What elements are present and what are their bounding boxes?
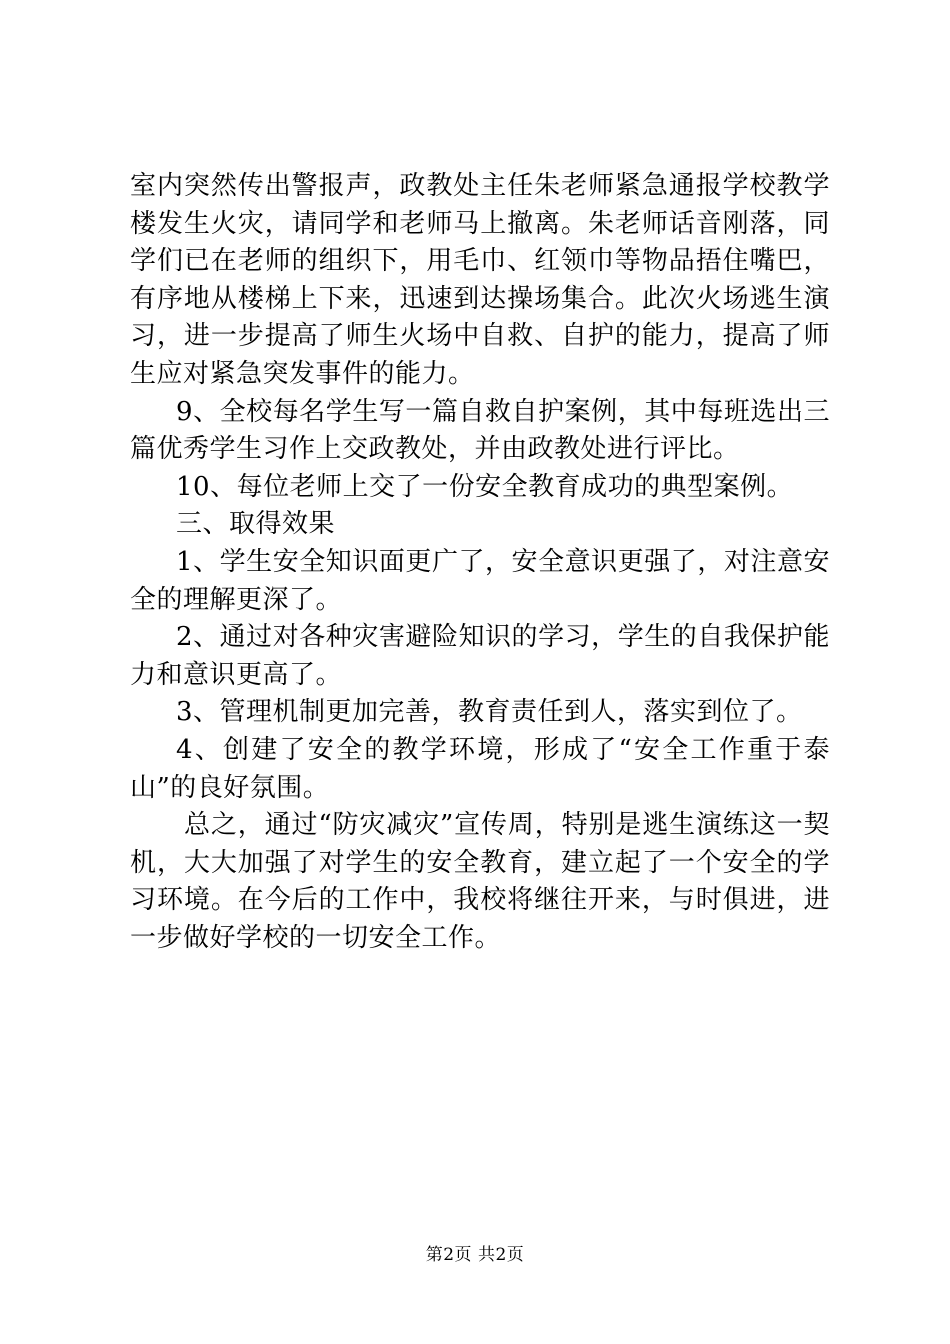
- paragraph-result-1: 1、学生安全知识面更广了，安全意识更强了，对注意安全的理解更深了。: [130, 546, 830, 615]
- section-heading-results: 三、取得效果: [176, 509, 336, 540]
- paragraph-conclusion: 总之，通过“防灾减灾”宣传周，特别是逃生演练这一契机，大大加强了对学生的安全教育，建立起了一个安全的学习环境。在今后的工作中，我校将继往开来，与时俱进，进一步做好学校的一切安全工作。: [130, 810, 830, 953]
- paragraph-result-3: 3、管理机制更加完善，教育责任到人，落实到位了。: [176, 697, 803, 728]
- paragraph-result-4: 4、创建了安全的教学环境，形成了“安全工作重于泰山”的良好氛围。: [130, 734, 830, 803]
- paragraph-item-9: 9、全校每名学生写一篇自救自护案例，其中每班选出三篇优秀学生习作上交政教处，并由政教处进行评比。: [130, 396, 830, 465]
- page-number-footer: 第2页 共2页: [425, 1245, 525, 1265]
- document-body: [130, 168, 830, 957]
- paragraph-fire-drill: 室内突然传出警报声，政教处主任朱老师紧急通报学校教学楼发生火灾，请同学和老师马上撤离。朱老师话音刚落，同学们已在老师的组织下，用毛巾、红领巾等物品捂住嘴巴，有序地从楼梯上下来，迅速到达操场集合。此次火场逃生演习，进一步提高了师生火场中自救、自护的能力，提高了师生应对紧急突发事件的能力。: [130, 171, 830, 389]
- paragraph-item-10: 10、每位老师上交了一份安全教育成功的典型案例。: [176, 471, 794, 502]
- paragraph-result-2: 2、通过对各种灾害避险知识的学习，学生的自我保护能力和意识更高了。: [130, 622, 830, 690]
